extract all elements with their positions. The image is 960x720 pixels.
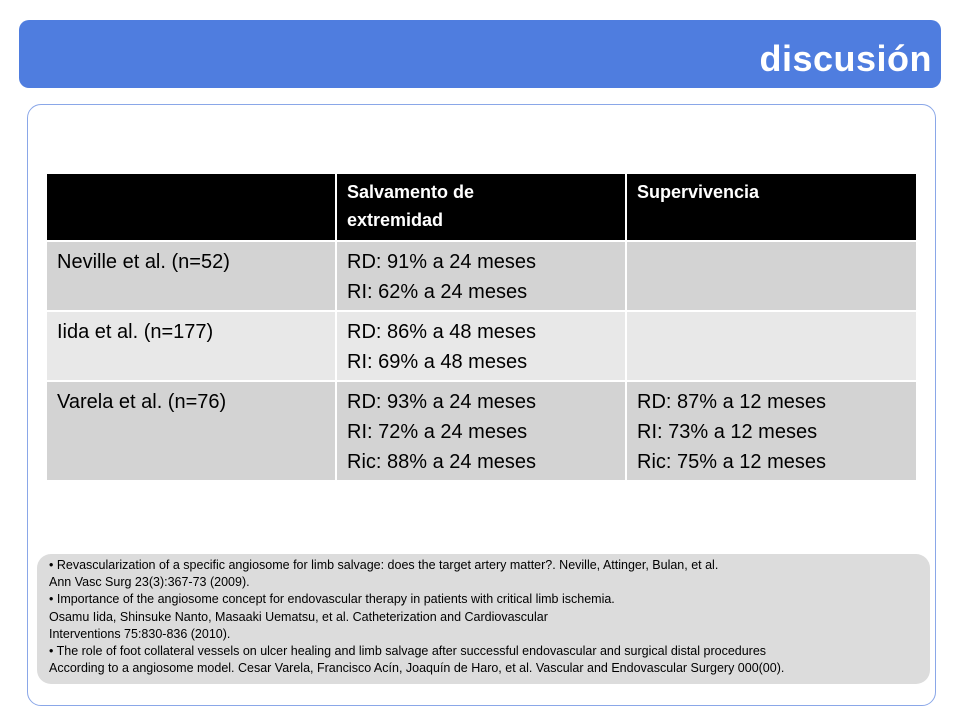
table-row	[46, 241, 917, 311]
slide-title: discusión	[759, 38, 932, 79]
study-cell: Varela et al. (n=76)	[46, 381, 336, 481]
header-survival: Supervivencia	[626, 173, 917, 241]
survival-value: RD: 87% a 12 meses	[637, 391, 826, 413]
limb-salvage-value: Ric: 88% a 24 meses	[347, 451, 536, 473]
survival-value: RI: 73% a 12 meses	[637, 421, 818, 443]
limb-salvage-cell	[336, 311, 626, 381]
results-table	[45, 172, 918, 482]
reference-line: • Importance of the angiosome concept for endovascular therapy in patients with critical limb ischemia.	[49, 592, 615, 607]
reference-line: Ann Vasc Surg 23(3):367-73 (2009).	[49, 575, 250, 590]
table-row	[46, 381, 917, 481]
header-limb-salvage-line-2: extremidad	[347, 210, 444, 230]
limb-salvage-value: RD: 86% a 48 meses	[347, 321, 536, 343]
table-header-row	[46, 173, 917, 241]
limb-salvage-value: RI: 72% a 24 meses	[347, 421, 528, 443]
reference-line: According to a angiosome model. Cesar Varela, Francisco Acín, Joaquín de Haro, et al. Vascular and Endovascular Surgery 000(00).	[49, 661, 785, 676]
study-cell: Neville et al. (n=52)	[46, 241, 336, 311]
survival-cell	[626, 241, 917, 311]
references-box	[37, 554, 930, 684]
limb-salvage-cell	[336, 381, 626, 481]
study-cell: Iida et al. (n=177)	[46, 311, 336, 381]
header-limb-salvage	[336, 173, 626, 241]
limb-salvage-value: RD: 91% a 24 meses	[347, 251, 536, 273]
limb-salvage-value: RI: 69% a 48 meses	[347, 351, 528, 373]
survival-cell	[626, 381, 917, 481]
reference-line: Osamu Iida, Shinsuke Nanto, Masaaki Uematsu, et al. Catheterization and Cardiovascular	[49, 609, 548, 624]
limb-salvage-value: RI: 62% a 24 meses	[347, 281, 528, 303]
reference-line: Interventions 75:830-836 (2010).	[49, 626, 231, 641]
header-limb-salvage-line-1: Salvamento de	[347, 182, 475, 202]
header-study	[46, 173, 336, 241]
limb-salvage-value: RD: 93% a 24 meses	[347, 391, 536, 413]
reference-line: • The role of foot collateral vessels on ulcer healing and limb salvage after successful endovascular and surgical distal procedures	[49, 644, 767, 659]
survival-cell	[626, 311, 917, 381]
reference-line: • Revascularization of a specific angiosome for limb salvage: does the target artery matter?. Neville, Attinger, Bulan, et al.	[49, 558, 719, 572]
limb-salvage-cell	[336, 241, 626, 311]
table-row	[46, 311, 917, 381]
survival-value: Ric: 75% a 12 meses	[637, 451, 826, 473]
